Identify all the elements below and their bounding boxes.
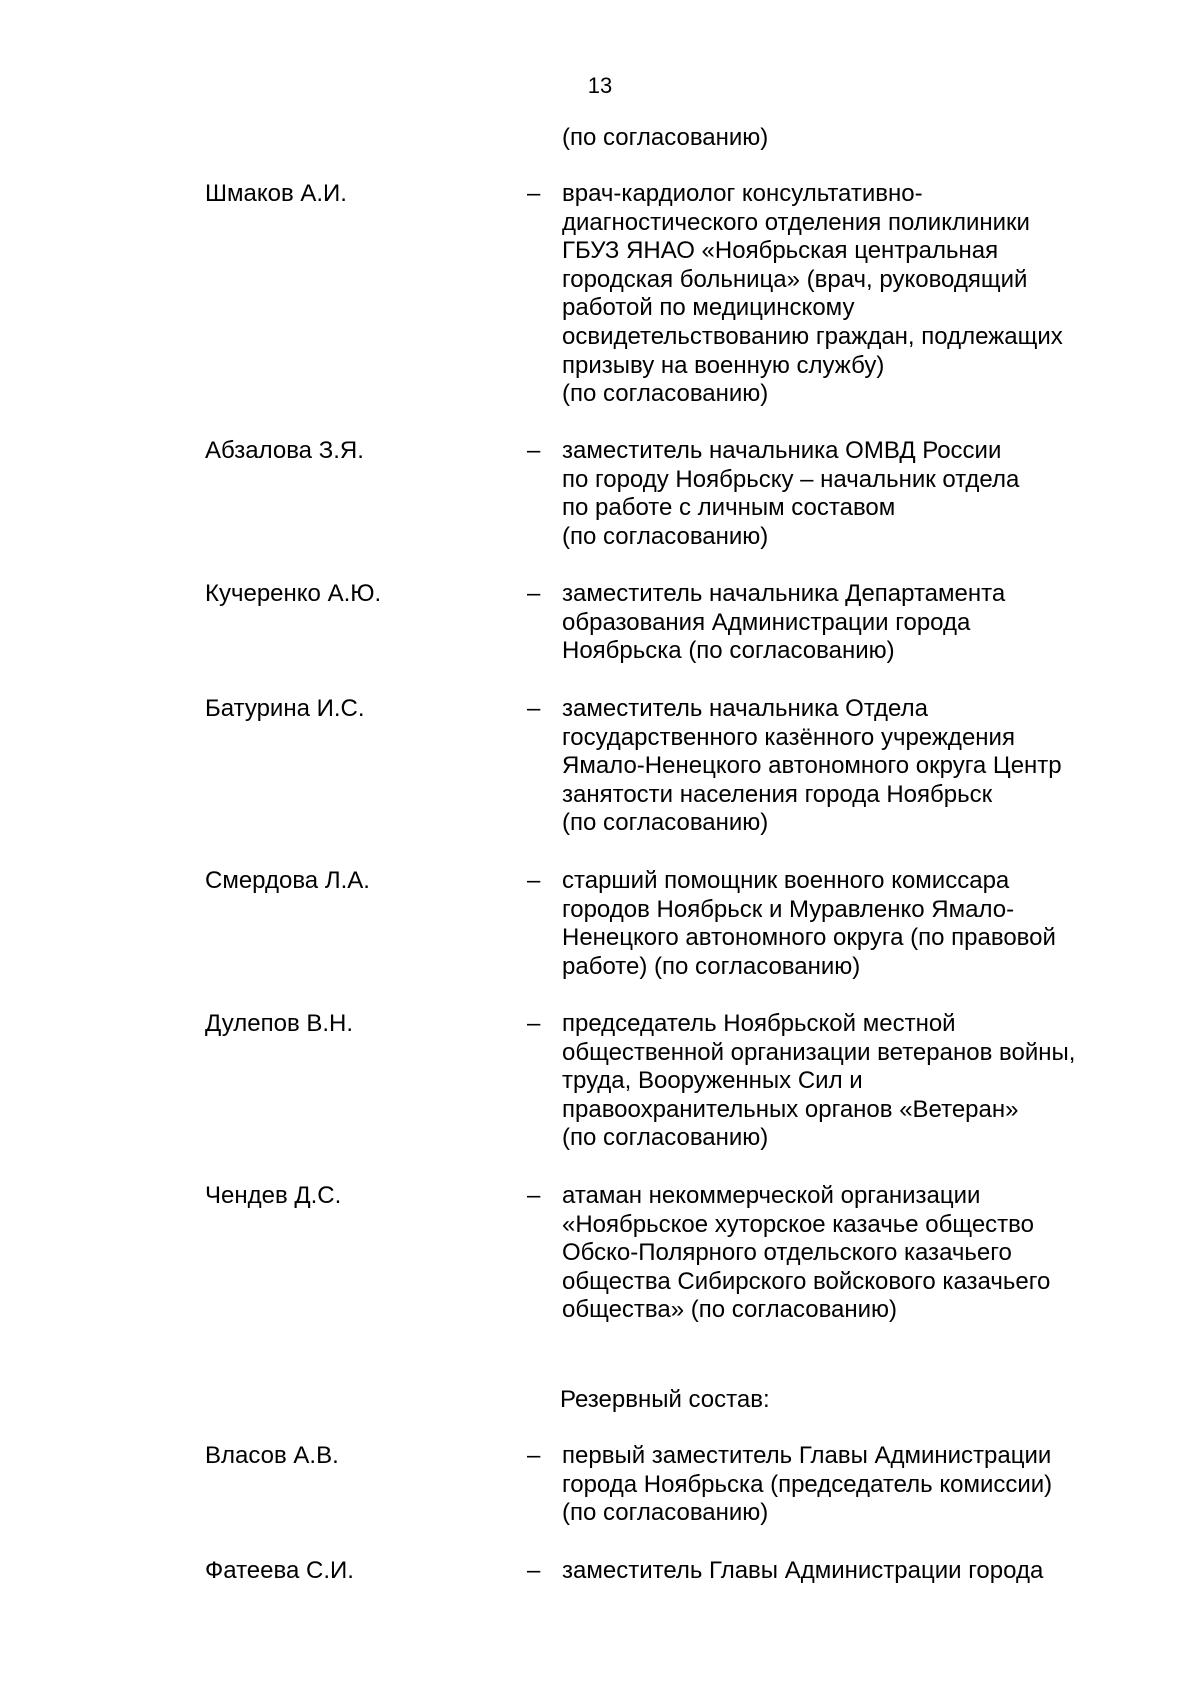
position-line: занятости населения города Ноябрьск [562,780,993,808]
member-name: Дулепов В.Н. [205,1010,354,1037]
position-line: Обско-Полярного отдельского казачьего [562,1239,1012,1267]
member-name: Кучеренко А.Ю. [205,580,382,607]
position-line: «Ноябрьское хуторское казачье общество [562,1210,1034,1238]
position-line: председатель Ноябрьской местной [562,1010,956,1037]
position-line: (по согласованию) [562,522,769,550]
position-line: Ноябрьска (по согласованию) [562,637,895,665]
position-line: труда, Вооруженных Сил и [562,1067,863,1095]
position-line: атаман некоммерческой организации [562,1182,981,1209]
member-name: Шмаков А.И. [205,180,347,207]
position-line: работой по медицинскому [562,294,855,322]
member-position [562,1557,1152,1586]
position-line: диагностического отделения поликлиники [562,208,1030,236]
position-line: старший помощник военного комиссара [562,867,1010,894]
position-line: призыву на военную службу) [562,351,885,379]
member-position [562,695,1152,838]
position-line: города Ноябрьска (председатель комиссии) [562,1470,1053,1498]
position-line: (по согласованию) [562,380,769,408]
member-name: Фатеева С.И. [205,1557,354,1584]
member-name: Абзалова З.Я. [205,437,364,464]
page-number: 13 [587,73,613,98]
member-position [562,437,1152,551]
position-line: Ямало-Ненецкого автономного округа Центр [562,752,1062,780]
member-name: Батурина И.С. [205,695,365,722]
position-line: по работе с личным составом [562,494,896,522]
dash-separator: – [527,180,541,207]
dash-separator: – [527,1442,541,1469]
position-line: (по согласованию) [562,809,769,837]
position-line: общества Сибирского войскового казачьего [562,1267,1051,1295]
position-line: городов Ноябрьск и Муравленко Ямало- [562,895,1015,923]
member-name: Чендев Д.С. [205,1182,342,1209]
continuation-text: (по согласованию) [562,124,769,151]
position-line: правоохранительных органов «Ветеран» [562,1095,1019,1123]
position-line: работе) (по согласованию) [562,952,861,980]
position-line: освидетельствованию граждан, подлежащих [562,322,1063,350]
dash-separator: – [527,1182,541,1209]
position-line: государственного казённого учреждения [562,723,1015,751]
position-line: (по согласованию) [562,1124,769,1152]
dash-separator: – [527,867,541,894]
dash-separator: – [527,1010,541,1037]
member-position [562,180,1152,409]
dash-separator: – [527,580,541,607]
position-line: заместитель начальника Департамента [562,580,1006,607]
position-line: ГБУЗ ЯНАО «Ноябрьская центральная [562,237,999,265]
position-line: заместитель начальника Отдела [562,695,928,722]
position-line: общества» (по согласованию) [562,1296,898,1324]
member-name: Власов А.В. [205,1442,339,1469]
member-position [562,580,1152,666]
position-line: образования Администрации города [562,608,971,636]
member-position [562,1442,1152,1528]
dash-separator: – [527,1557,541,1584]
position-line: первый заместитель Главы Администрации [562,1442,1052,1469]
position-line: общественной организации ветеранов войны, [562,1038,1076,1066]
position-line: врач-кардиолог консультативно- [562,180,923,207]
reserve-section-title: Резервный состав: [560,1386,770,1413]
member-position [562,867,1152,981]
member-name: Смердова Л.А. [205,867,370,894]
position-line: заместитель начальника ОМВД России [562,437,1002,464]
dash-separator: – [527,695,541,722]
dash-separator: – [527,437,541,464]
position-line: (по согласованию) [562,1499,769,1527]
position-line: по городу Ноябрьску – начальник отдела [562,465,1020,493]
position-line: городская больница» (врач, руководящий [562,265,1028,293]
position-line: Ненецкого автономного округа (по правовой [562,924,1056,952]
member-position [562,1182,1152,1325]
member-position [562,1010,1152,1153]
position-line: заместитель Главы Администрации города [562,1557,1044,1584]
